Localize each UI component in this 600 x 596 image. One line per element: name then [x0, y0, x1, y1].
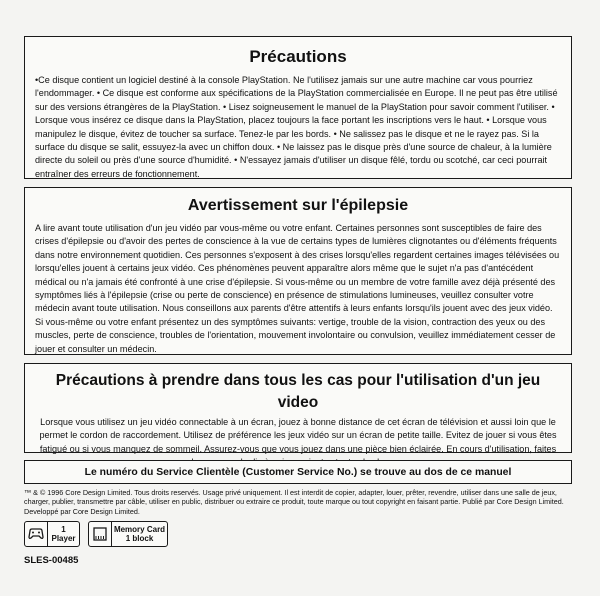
players-badge [24, 521, 80, 547]
product-code: SLES-00485 [24, 555, 79, 566]
epilepsy-text: A lire avant toute utilisation d'un jeu vidéo par vous-même ou votre enfant. Certaines personnes sont susceptibles de faire des crises d'épilepsie ou d'avoir des pertes de conscience à la vue de certains types de lumières clignotantes ou d'éléments fréquents dans notre environnement quotidien. Ces personnes s'exposent à des crises lorsqu'elles regardent certaines images télévisées ou lorsqu'elles jouent à certains jeux vidéo. Ces phénomènes peuvent apparaître alors même que le sujet n'a pas d'antécédent médical ou n'a jamais été confronté à une crise d'épilepsie. Si vous-même ou un membre de votre famille avez déjà présenté des symptômes liés à l'épilepsie (crise ou perte de conscience) en présence de stimulations lumineuses, veuillez consulter votre médecin avant toute utilisation. Nous conseillons aux parents d'être attentifs à leurs enfants lorsqu'ils jouent avec des jeux vidéo. Si vous-même ou votre enfant présentez un des symptômes suivants: vertige, trouble de la vision, contraction des yeux ou des muscles, perte de conscience, troubles de l'orientation, mouvement involontaire ou convulsion, veuillez immédiatement cesser de jouer et consulter un médecin. [35, 223, 560, 354]
usage-text: Lorsque vous utilisez un jeu vidéo connectable à un écran, jouez à bonne distance de cet écran de télévision et aussi loin que le permet le cordon de raccordement. Utilisez de préférence les jeux vidéo sur un écran de petite taille. Evitez de jouer si vous êtes fatigué ou si vous manquez de sommeil. Assurez-vous que vous jouez dans une pièce bien éclairée. En cours d'utilisation, faites [39, 417, 557, 454]
service-notice: Le numéro du Service Clientèle (Customer Service No.) se trouve au dos de ce manuel [84, 466, 512, 478]
controller-icon [25, 522, 48, 546]
usage-section [24, 363, 572, 453]
precautions-section [24, 36, 572, 179]
precautions-title: Précautions [249, 47, 347, 66]
service-notice-box [24, 460, 572, 484]
players-count: 1 [61, 524, 66, 534]
precautions-text: •Ce disque contient un logiciel destiné à la console PlayStation. Ne l'utilisez jamais sur une autre machine car vous pourriez l'endommager. • Ce disque est conforme aux spécifications de la PlayStation commercialisée en Europe. Il ne peut pas être utilisé sur des versions étrangères de la PlayStation. • Lisez soigneusement le manuel de la PlayStation pour savoir comment l'utiliser. • Lorsque vous insérez ce disque dans la PlayStation, placez toujours la face portant les inscriptions vers le haut. • Lorsque vous manipulez le disque, évitez de toucher sa surface. Tenez-le par les bords. • Ne salissez pas le disque et ne le rayez pas. Si la surface du disque se salit, essuyez-la avec un chiffon doux. • Ne laissez pas le disque près d'une source de chaleur, à la lumière directe du soleil ou près d'une source d'humidité. • N'essayez jamais d'utiliser un disque fêlé, tordu ou scotché, car ceci pourrait entraîner des erreurs de fonctionnement. [35, 75, 558, 179]
legal-text: ™ & © 1996 Core Design Limited. Tous droits reservés. Usage privé uniquement. Il est interdit de copier, adapter, louer, prêter, revendre, utiliser dans une salle de jeux, charger, publier, transmettre par câble, utiliser en public, distribuer ou extraire ce produit, toute marque ou tout copyright en faisant partie. Publié par Core Design Limited. Developpé par Core Design Limited. [24, 488, 564, 516]
usage-title: Précautions à prendre dans tous les cas pour l'utilisation d'un jeu video [55, 372, 541, 411]
epilepsy-title: Avertissement sur l'épilepsie [187, 197, 409, 214]
epilepsy-section [24, 187, 572, 355]
memory-card-icon [89, 522, 112, 546]
players-label: Player [51, 534, 76, 543]
memory-card-blocks: 1 block [125, 534, 154, 543]
memory-card-label: Memory Card [113, 524, 166, 534]
memory-card-badge [88, 521, 168, 547]
